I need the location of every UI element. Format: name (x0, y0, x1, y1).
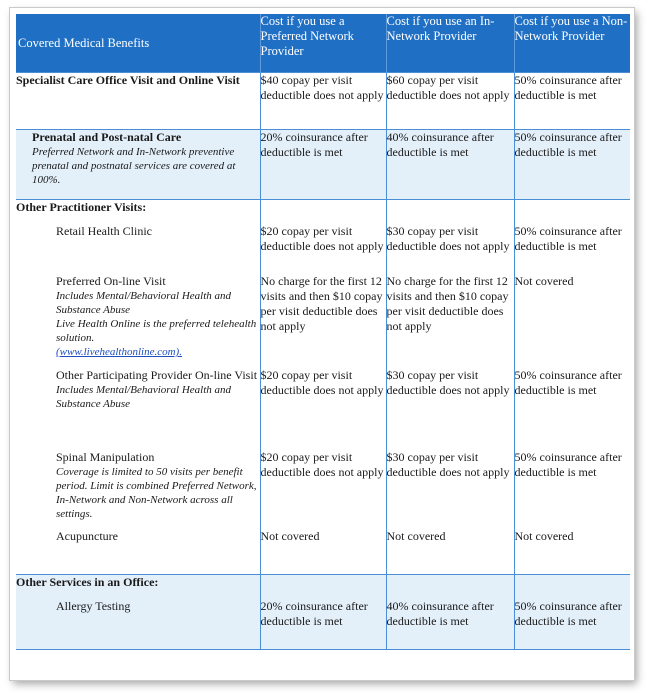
cell-allergy-non-network: 50% coinsurance after deductible is met (514, 599, 630, 650)
row-label-prenatal: Prenatal and Post-natal Care (32, 130, 182, 144)
online-note-mental-health: Includes Mental/Behavioral Health and Substance Abuse (56, 290, 232, 316)
section-label-office-services: Other Services in an Office: (16, 575, 159, 589)
cell-retail-in-network: $30 copay per visit deductible does not apply (386, 224, 514, 274)
row-label-other-provider: Other Participating Provider On-line Visit (56, 368, 258, 382)
cell-acupuncture-non-network: Not covered (514, 529, 630, 575)
row-label-retail: Retail Health Clinic (56, 224, 152, 238)
cell-online-preferred: No charge for the first 12 visits and then $10 copay per visit deductible does not apply (260, 274, 386, 368)
row-label-spinal: Spinal Manipulation (56, 450, 155, 464)
cell-prenatal-preferred: 20% coinsurance after deductible is met (260, 130, 386, 200)
cell-other-provider-in-network: $30 copay per visit deductible does not apply (386, 368, 514, 450)
section-row-office-services (16, 575, 630, 600)
table-row-retail-clinic (16, 224, 630, 274)
header-in-network: Cost if you use an In-Network Provider (386, 14, 514, 73)
row-label-specialist: Specialist Care Office Visit and Online Visit (16, 73, 240, 87)
benefits-table (16, 14, 630, 650)
other-provider-note: Includes Mental/Behavioral Health and Substance Abuse (56, 384, 232, 410)
header-non-network: Cost if you use a Non-Network Provider (514, 14, 630, 73)
cell-acupuncture-preferred: Not covered (260, 529, 386, 575)
table-header-row (16, 14, 630, 73)
cell-spinal-in-network: $30 copay per visit deductible does not apply (386, 450, 514, 529)
table-row-acupuncture (16, 529, 630, 575)
table-row-specialist (16, 73, 630, 130)
spinal-note: Coverage is limited to 50 visits per benefit period. Limit is combined Preferred Network, In-Network and Non-Network across all settings. (56, 466, 257, 520)
cell-other-provider-preferred: $20 copay per visit deductible does not apply (260, 368, 386, 450)
table-row-spinal-manipulation (16, 450, 630, 529)
cell-prenatal-non-network: 50% coinsurance after deductible is met (514, 130, 630, 200)
cell-allergy-preferred: 20% coinsurance after deductible is met (260, 599, 386, 650)
cell-specialist-in-network: $60 copay per visit deductible does not apply (386, 73, 514, 130)
cell-spinal-non-network: 50% coinsurance after deductible is met (514, 450, 630, 529)
header-preferred-network: Cost if you use a Preferred Network Provider (260, 14, 386, 73)
prenatal-note: Preferred Network and In-Network preventive prenatal and postnatal services are covered at 100%. (32, 146, 236, 186)
cell-other-provider-non-network: 50% coinsurance after deductible is met (514, 368, 630, 450)
table-row-preferred-online-visit (16, 274, 630, 368)
cell-spinal-preferred: $20 copay per visit deductible does not apply (260, 450, 386, 529)
table-row-allergy-testing (16, 599, 630, 650)
cell-specialist-non-network: 50% coinsurance after deductible is met (514, 73, 630, 130)
row-label-acupuncture: Acupuncture (56, 529, 118, 543)
section-row-other-practitioner (16, 200, 630, 225)
cell-online-non-network: Not covered (514, 274, 630, 368)
livehealthonline-link[interactable]: (www.livehealthonline.com). (56, 346, 182, 358)
cell-retail-preferred: $20 copay per visit deductible does not apply (260, 224, 386, 274)
cell-retail-non-network: 50% coinsurance after deductible is met (514, 224, 630, 274)
cell-allergy-in-network: 40% coinsurance after deductible is met (386, 599, 514, 650)
table-row-other-provider-online (16, 368, 630, 450)
table-row-prenatal (16, 130, 630, 200)
cell-acupuncture-in-network: Not covered (386, 529, 514, 575)
header-covered-benefits: Covered Medical Benefits (16, 14, 260, 73)
cell-specialist-preferred: $40 copay per visit deductible does not apply (260, 73, 386, 130)
row-label-online: Preferred On-line Visit (56, 274, 166, 288)
section-label-other-practitioner: Other Practitioner Visits: (16, 200, 147, 214)
online-note-telehealth: Live Health Online is the preferred telehealth solution. (56, 318, 257, 344)
row-label-allergy: Allergy Testing (56, 599, 131, 613)
cell-online-in-network: No charge for the first 12 visits and then $10 copay per visit deductible does not apply (386, 274, 514, 368)
cell-prenatal-in-network: 40% coinsurance after deductible is met (386, 130, 514, 200)
